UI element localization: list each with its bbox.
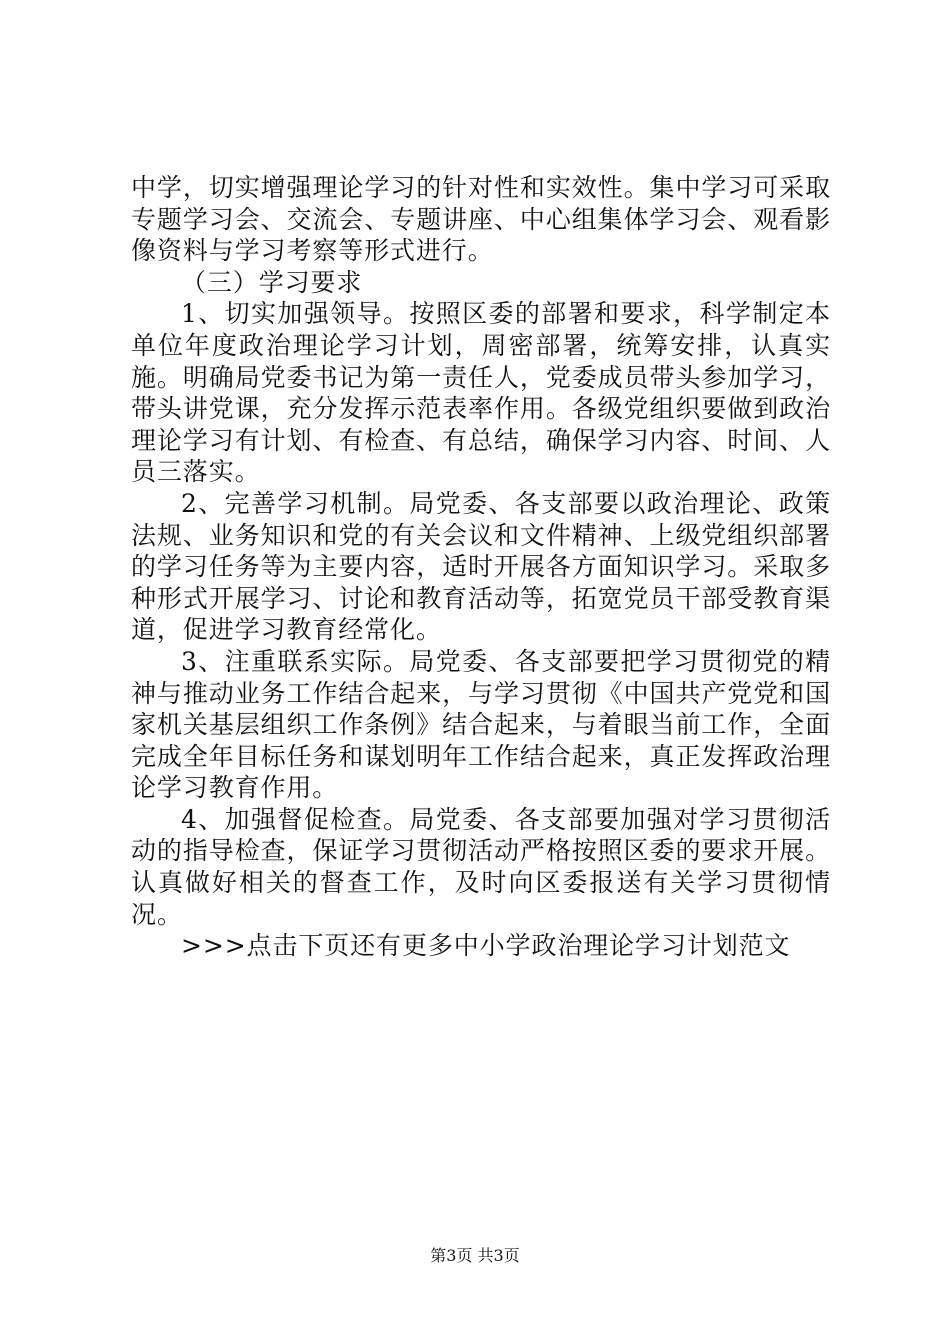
paragraph-supervision: 4、加强督促检查。局党委、各支部要加强对学习贯彻活动的指导检查，保证学习贯彻活动严格按照区委的要求开展。认真做好相关的督查工作，及时向区委报送有关学习贯彻情况。 xyxy=(131,804,831,929)
paragraph-practice: 3、注重联系实际。局党委、各支部要把学习贯彻党的精神与推动业务工作结合起来，与学习贯彻《中国共产党党和国家机关基层组织工作条例》结合起来，与着眼当前工作，全面完成全年目标任务和谋划明年工作结合起来，真正发挥政治理论学习教育作用。 xyxy=(131,646,831,803)
section-heading-requirements: （三）学习要求 xyxy=(181,267,363,297)
page-number-footer: 第3页 共3页 xyxy=(430,1246,520,1265)
document-body xyxy=(131,172,831,962)
paragraph-continuation: 中学，切实增强理论学习的针对性和实效性。集中学习可采取专题学习会、交流会、专题讲座、中心组集体学习会、观看影像资料与学习考察等形式进行。 xyxy=(131,173,831,266)
next-page-link[interactable]: >>>点击下页还有更多中小学政治理论学习计划范文 xyxy=(181,931,791,961)
paragraph-leadership: 1、切实加强领导。按照区委的部署和要求，科学制定本单位年度政治理论学习计划，周密部署，统筹安排，认真实施。明确局党委书记为第一责任人，党委成员带头参加学习，带头讲党课，充分发挥示范表率作用。各级党组织要做到政治理论学习有计划、有检查、有总结，确保学习内容、时间、人员三落实。 xyxy=(131,299,831,487)
paragraph-mechanism: 2、完善学习机制。局党委、各支部要以政治理论、政策法规、业务知识和党的有关会议和文件精神、上级党组织部署的学习任务等为主要内容，适时开展各方面知识学习。采取多种形式开展学习、讨论和教育活动等，拓宽党员干部受教育渠道，促进学习教育经常化。 xyxy=(131,488,831,645)
